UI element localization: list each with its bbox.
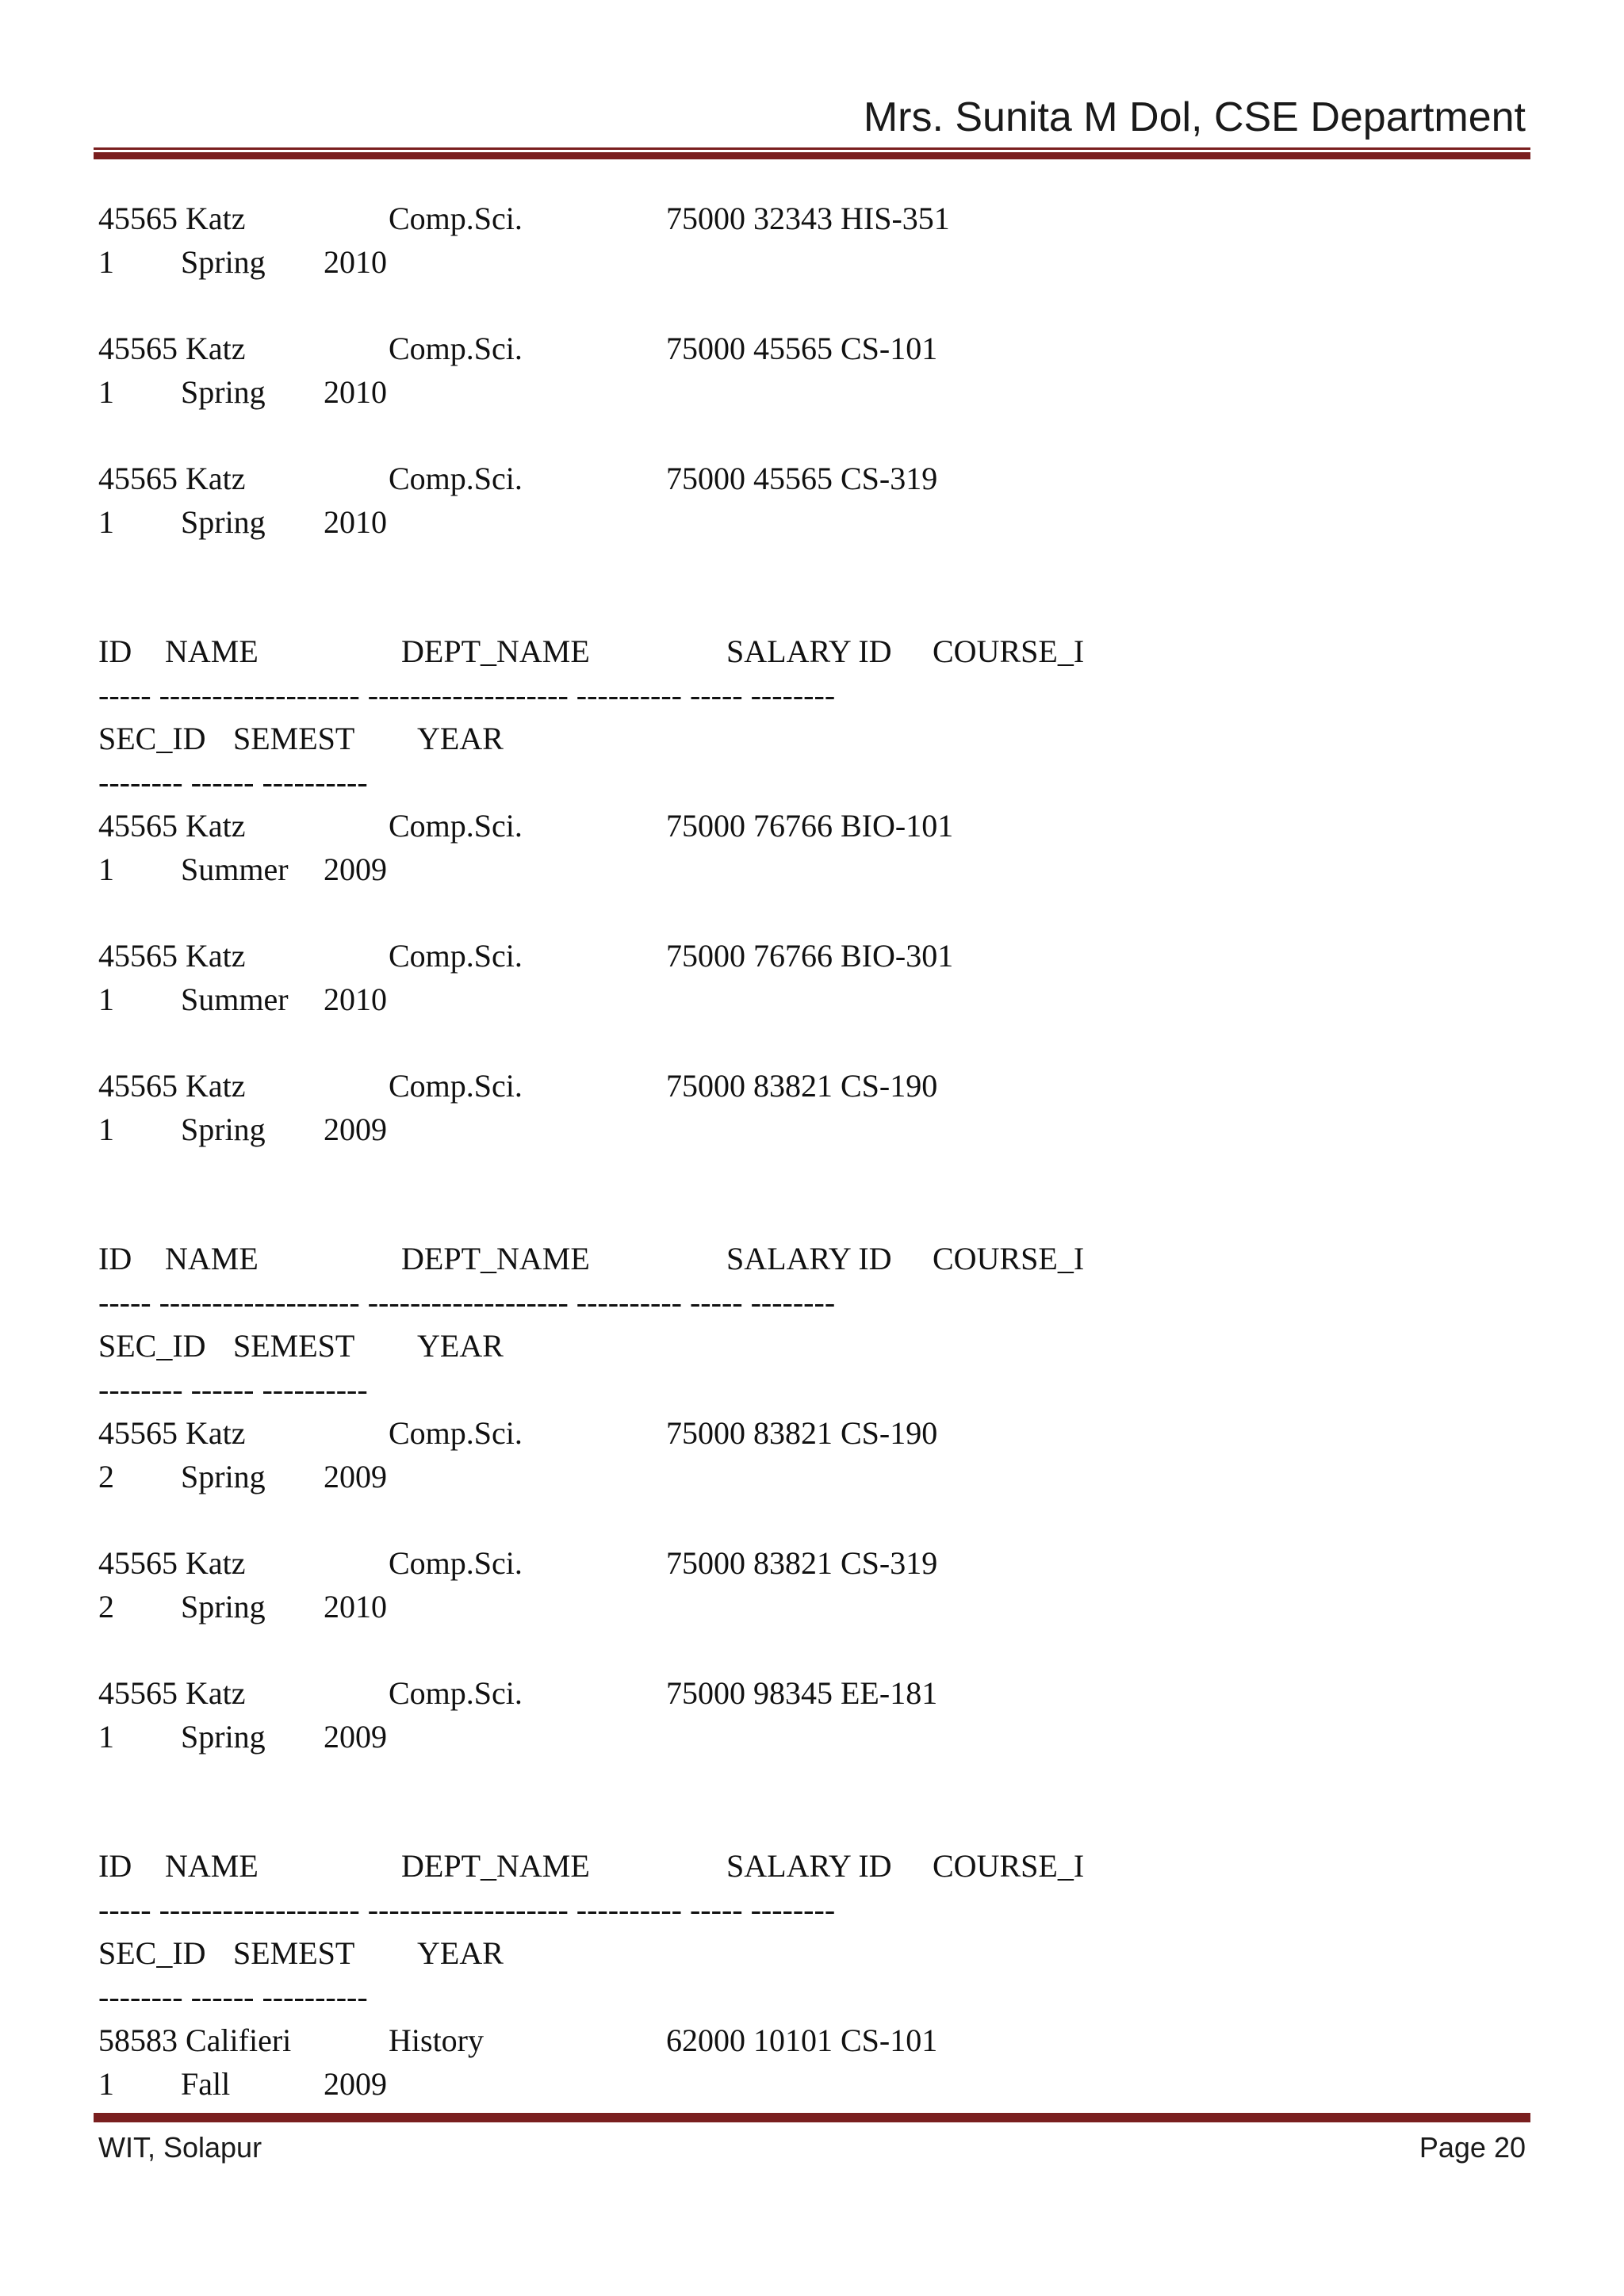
row-gap (98, 891, 1510, 934)
row-dept-name: Comp.Sci. (389, 461, 523, 496)
row-id-name: 45565 Katz (98, 461, 246, 496)
row-sec-id: 1 (98, 374, 114, 410)
table-row-section (98, 240, 1510, 284)
row-dept-name: Comp.Sci. (389, 1415, 523, 1451)
row-semester: Spring (181, 1112, 266, 1147)
table-row-section (98, 370, 1510, 414)
row-salary-id-course: 75000 32343 HIS-351 (666, 201, 950, 236)
row-year: 2010 (324, 1589, 387, 1624)
table-row (98, 457, 1510, 500)
dashes: -------- ------ ---------- (98, 764, 368, 800)
header-dashes-2 (98, 760, 1510, 804)
table-row (98, 197, 1510, 240)
row-semester: Spring (181, 1589, 266, 1624)
header-id: ID (98, 1241, 132, 1276)
table-row-section (98, 1715, 1510, 1758)
row-id-name: 58583 Califieri (98, 2022, 292, 2058)
row-semester: Fall (181, 2066, 231, 2102)
header-course-id: COURSE_I (933, 1848, 1085, 1884)
table-row-section (98, 1585, 1510, 1628)
table-row (98, 804, 1510, 848)
dashes: ----- ------------------- ------------------- ---------- ----- -------- (98, 1892, 836, 1927)
row-semester: Spring (181, 1459, 266, 1494)
row-year: 2009 (324, 851, 387, 887)
row-year: 2010 (324, 374, 387, 410)
header-dept-name: DEPT_NAME (401, 1848, 590, 1884)
header-semester: SEMEST (233, 1328, 355, 1364)
row-semester: Spring (181, 374, 266, 410)
table-row (98, 934, 1510, 978)
header-dashes-1 (98, 673, 1510, 717)
row-gap (98, 1628, 1510, 1671)
row-dept-name: Comp.Sci. (389, 201, 523, 236)
dashes: -------- ------ ---------- (98, 1979, 368, 2015)
row-semester: Spring (181, 504, 266, 540)
column-header-line-2 (98, 1324, 1510, 1368)
header-sec-id: SEC_ID (98, 1328, 206, 1364)
row-salary-id-course: 75000 83821 CS-319 (666, 1545, 938, 1581)
row-semester: Summer (181, 851, 289, 887)
header-name: NAME (165, 633, 259, 669)
row-id-name: 45565 Katz (98, 331, 246, 366)
row-year: 2009 (324, 1459, 387, 1494)
row-salary-id-course: 75000 83821 CS-190 (666, 1068, 938, 1104)
row-year: 2010 (324, 982, 387, 1017)
row-id-name: 45565 Katz (98, 808, 246, 844)
header-dashes-2 (98, 1368, 1510, 1411)
block-gap (98, 1151, 1510, 1237)
row-salary-id-course: 62000 10101 CS-101 (666, 2022, 938, 2058)
row-id-name: 45565 Katz (98, 1545, 246, 1581)
header-rule (94, 147, 1530, 159)
footer-institution: WIT, Solapur (98, 2131, 262, 2164)
row-gap (98, 1498, 1510, 1541)
column-header-line-2 (98, 1931, 1510, 1975)
row-sec-id: 1 (98, 244, 114, 280)
row-id-name: 45565 Katz (98, 1675, 246, 1711)
table-row (98, 1671, 1510, 1715)
row-gap (98, 1021, 1510, 1064)
row-sec-id: 2 (98, 1459, 114, 1494)
header-dept-name: DEPT_NAME (401, 1241, 590, 1276)
table-row (98, 1411, 1510, 1455)
row-sec-id: 1 (98, 851, 114, 887)
row-id-name: 45565 Katz (98, 938, 246, 974)
row-salary-id-course: 75000 83821 CS-190 (666, 1415, 938, 1451)
row-semester: Spring (181, 244, 266, 280)
header-sec-id: SEC_ID (98, 1935, 206, 1971)
header-dept-name: DEPT_NAME (401, 633, 590, 669)
header-course-id: COURSE_I (933, 1241, 1085, 1276)
table-row-section (98, 1455, 1510, 1498)
row-salary-id-course: 75000 45565 CS-101 (666, 331, 938, 366)
row-sec-id: 1 (98, 982, 114, 1017)
header-salary-id: SALARY ID (726, 633, 892, 669)
row-salary-id-course: 75000 76766 BIO-101 (666, 808, 954, 844)
column-header-line-2 (98, 717, 1510, 760)
query-output (98, 197, 1510, 2106)
block-gap (98, 544, 1510, 629)
row-year: 2009 (324, 2066, 387, 2102)
table-row (98, 327, 1510, 370)
page-header-title: Mrs. Sunita M Dol, CSE Department (863, 94, 1526, 140)
header-year: YEAR (417, 721, 504, 756)
header-salary-id: SALARY ID (726, 1241, 892, 1276)
dashes: -------- ------ ---------- (98, 1372, 368, 1407)
header-name: NAME (165, 1848, 259, 1884)
row-semester: Summer (181, 982, 289, 1017)
table-row (98, 2019, 1510, 2062)
row-dept-name: Comp.Sci. (389, 331, 523, 366)
table-row-section (98, 500, 1510, 544)
row-salary-id-course: 75000 45565 CS-319 (666, 461, 938, 496)
row-dept-name: Comp.Sci. (389, 938, 523, 974)
footer-rule (94, 2110, 1530, 2122)
column-header-line-1 (98, 1844, 1510, 1888)
row-id-name: 45565 Katz (98, 1068, 246, 1104)
header-year: YEAR (417, 1328, 504, 1364)
row-id-name: 45565 Katz (98, 1415, 246, 1451)
column-header-line-1 (98, 1237, 1510, 1280)
header-semester: SEMEST (233, 1935, 355, 1971)
row-gap (98, 414, 1510, 457)
header-year: YEAR (417, 1935, 504, 1971)
column-header-line-1 (98, 629, 1510, 673)
dashes: ----- ------------------- ------------------- ---------- ----- -------- (98, 1284, 836, 1320)
row-dept-name: Comp.Sci. (389, 808, 523, 844)
row-sec-id: 1 (98, 504, 114, 540)
header-dashes-2 (98, 1975, 1510, 2019)
table-row-section (98, 2062, 1510, 2106)
header-id: ID (98, 633, 132, 669)
block-gap (98, 1758, 1510, 1844)
dashes: ----- ------------------- ------------------- ---------- ----- -------- (98, 677, 836, 713)
header-id: ID (98, 1848, 132, 1884)
row-sec-id: 1 (98, 2066, 114, 2102)
row-salary-id-course: 75000 76766 BIO-301 (666, 938, 954, 974)
table-row-section (98, 848, 1510, 891)
row-sec-id: 1 (98, 1719, 114, 1755)
header-dashes-1 (98, 1280, 1510, 1324)
row-sec-id: 1 (98, 1112, 114, 1147)
row-gap (98, 284, 1510, 327)
row-dept-name: History (389, 2022, 484, 2058)
header-semester: SEMEST (233, 721, 355, 756)
table-row (98, 1541, 1510, 1585)
row-semester: Spring (181, 1719, 266, 1755)
row-dept-name: Comp.Sci. (389, 1545, 523, 1581)
row-id-name: 45565 Katz (98, 201, 246, 236)
row-year: 2009 (324, 1719, 387, 1755)
table-row (98, 1064, 1510, 1108)
header-course-id: COURSE_I (933, 633, 1085, 669)
page-number: Page 20 (1419, 2131, 1526, 2164)
row-salary-id-course: 75000 98345 EE-181 (666, 1675, 938, 1711)
row-sec-id: 2 (98, 1589, 114, 1624)
header-salary-id: SALARY ID (726, 1848, 892, 1884)
row-dept-name: Comp.Sci. (389, 1068, 523, 1104)
table-row-section (98, 1108, 1510, 1151)
header-dashes-1 (98, 1888, 1510, 1931)
header-name: NAME (165, 1241, 259, 1276)
header-sec-id: SEC_ID (98, 721, 206, 756)
table-row-section (98, 978, 1510, 1021)
row-year: 2010 (324, 504, 387, 540)
row-dept-name: Comp.Sci. (389, 1675, 523, 1711)
row-year: 2009 (324, 1112, 387, 1147)
row-year: 2010 (324, 244, 387, 280)
